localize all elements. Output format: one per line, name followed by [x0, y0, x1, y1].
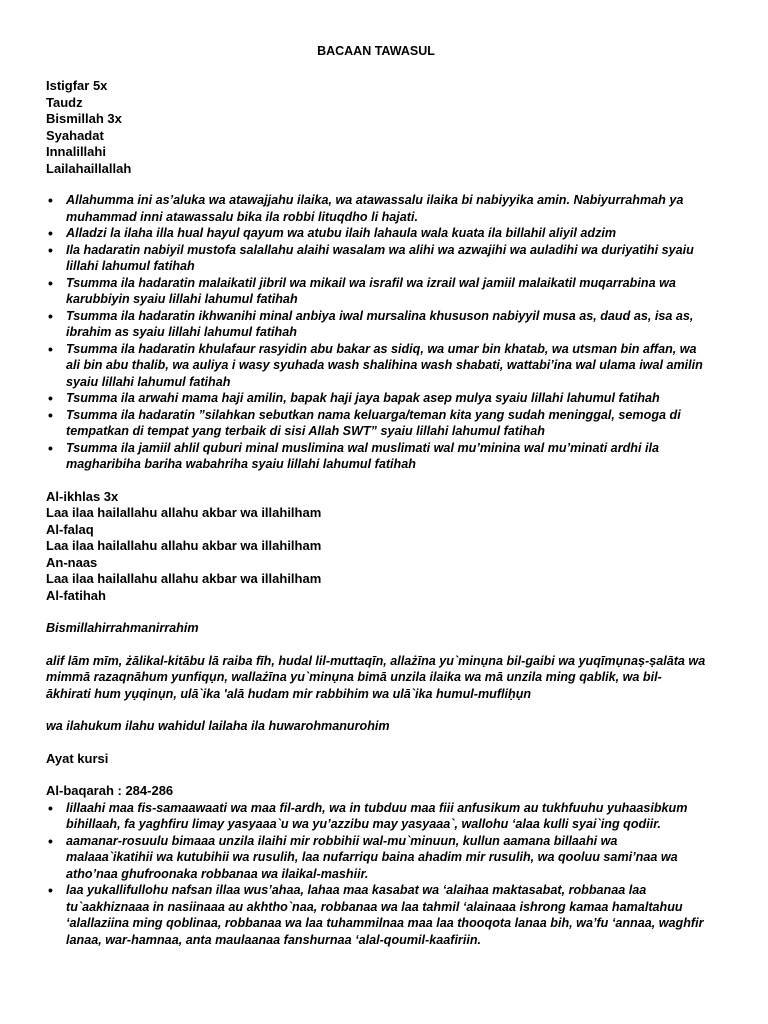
baqarah-bullet: • lillaahi maa fis-samaawaati wa maa fil-ardh, wa in tubduu maa fiii anfusikum au tukhfuuhu yuhaasibkum bihillaah, fa yaghfiru limay yasyaaa`u wa yu’azzibu may yasyaaa`, wallohu ‘alaa kulli syai`ing qodiir.	[46, 800, 706, 833]
tawasul-bullet: • Tsumma ila hadaratin ”silahkan sebutkan nama keluarga/teman kita yang sudah meninggal, semoga di tempatkan di tempat yang terbaik di sisi Allah SWT” syaiu lillahi lahumul fatihah	[46, 407, 706, 440]
alif-lam-mim-paragraph: alif lām mīm, żālikal-kitābu lā raiba fīh, hudal lil-muttaqīn, allażīna yu`minụna bil-gaibi wa yuqīmụnaṣ-ṣalāta wa mimmā razaqnāhum yunfiqụn, wallażīna yu`minụna bimā unzila ilaika wa mā unzila ming qablik, wa bil-ākhirati hum yụqinụn, ulā`ika 'alā hudam mir rabbihim wa ulā`ika humul-mufliḥụn	[46, 653, 706, 701]
intro-list	[46, 78, 706, 177]
intro-item: Bismillah 3x	[46, 111, 122, 126]
baqarah-bullet: • aamanar-rosuulu bimaaa unzila ilaihi mir robbihii wal-mu`minuun, kullun aamana billaahi wa malaaa`ikatihii wa kutubihii wa rusulih, laa nufarriqu baina ahadim mir rusulih, wa qooluu sami’naa wa atho’naa ghufroonaka robbanaa wa ilaikal-mashiir.	[46, 833, 706, 883]
surah-line: Laa ilaa hailallahu allahu akbar wa illahilham	[46, 571, 322, 586]
ayat-kursi-heading: Ayat kursi	[46, 750, 109, 766]
tawasul-bullet: • Tsumma ila arwahi mama haji amilin, bapak haji jaya bapak asep mulya syaiu lillahi lahumul fatihah	[46, 390, 706, 407]
surah-line: Al-ikhlas 3x	[46, 488, 119, 504]
intro-item: Istigfar 5x	[46, 78, 108, 93]
tawasul-bullet: • Tsumma ila hadaratin ikhwanihi minal anbiya iwal mursalina khususon nabiyyil musa as, daud as, isa as, ibrahim as syaiu lillahi lahumul fatihah	[46, 308, 706, 341]
bismillah-line: Bismillahirrahmanirrahim	[46, 621, 199, 635]
intro-item: Innalillahi	[46, 144, 106, 159]
baqarah-heading: Al-baqarah : 284-286	[46, 783, 174, 798]
document-title: BACAAN TAWASUL	[317, 44, 435, 58]
intro-item: Taudz	[46, 94, 83, 110]
surah-line: Laa ilaa hailallahu allahu akbar wa illahilham	[46, 538, 322, 553]
tawasul-bullet: • Alladzi la ilaha illa hual hayul qayum wa atubu ilaih lahaula wala kuata ila billahil aliyil adzim	[46, 225, 706, 242]
tawasul-bullet: • Tsumma ila hadaratin khulafaur rasyidin abu bakar as sidiq, wa umar bin khatab, wa utsman bin affan, wa ali bin abu thalib, wa auliya i wasy syuhada wash shalihina wash shabati, wattabi’ina wal ulama iwal amilin syaiu lillahi lahumul fatihah	[46, 341, 706, 391]
surah-line: Al-fatihah	[46, 587, 106, 603]
surah-line: An-naas	[46, 554, 98, 570]
tawasul-bullet: • Allahumma ini as’aluka wa atawajjahu ilaika, wa atawassalu ilaika bi nabiyyika amin. Nabiyurrahmah ya muhammad inni atawassalu bika ila robbi lituqdho li hajati.	[46, 192, 706, 225]
baqarah-bullet: • laa yukallifullohu nafsan illaa wus’ahaa, lahaa maa kasabat wa ‘alaihaa maktasabat, robbanaa laa tu`aakhiznaaa in nasiinaaa au akhtho`naa, robbanaa wa laa tahmil ‘alainaaa ishrong kamaa hamaltahuu ‘alallaziina ming qoblinaa, robbanaa wa laa tuhammilnaa maa laa thooqota lanaa bih, wa’fu ‘annaa, waghfir lanaa, war-hamnaa, anta maulaanaa fanshurnaa ‘alal-qoumil-kaafiriin.	[46, 882, 706, 948]
intro-item: Lailahaillallah	[46, 160, 132, 176]
wa-ilahukum-line: wa ilahukum ilahu wahidul lailaha ila huwarohmanurohim	[46, 719, 390, 733]
surah-line: Laa ilaa hailallahu allahu akbar wa illahilham	[46, 505, 322, 520]
intro-item: Syahadat	[46, 127, 104, 143]
tawasul-bullet-list	[46, 192, 706, 473]
baqarah-bullet-list	[46, 800, 706, 949]
tawasul-bullet: • Ila hadaratin nabiyil mustofa salallahu alaihi wasalam wa alihi wa azwajihi wa auladihi wa duriyatihi syaiu lillahi lahumul fatihah	[46, 242, 706, 275]
tawasul-bullet: • Tsumma ila hadaratin malaikatil jibril wa mikail wa israfil wa izrail wal jamiil malaikatil muqarrabina wa karubbiyin syaiu lillahi lahumul fatihah	[46, 275, 706, 308]
surah-list	[46, 489, 706, 605]
tawasul-bullet: • Tsumma ila jamiil ahlil quburi minal muslimina wal muslimati wal mu’minina wal mu’minati ardhi ila magharibiha bariha wabahriha syaiu lillahi lahumul fatihah	[46, 440, 706, 473]
surah-line: Al-falaq	[46, 521, 94, 537]
